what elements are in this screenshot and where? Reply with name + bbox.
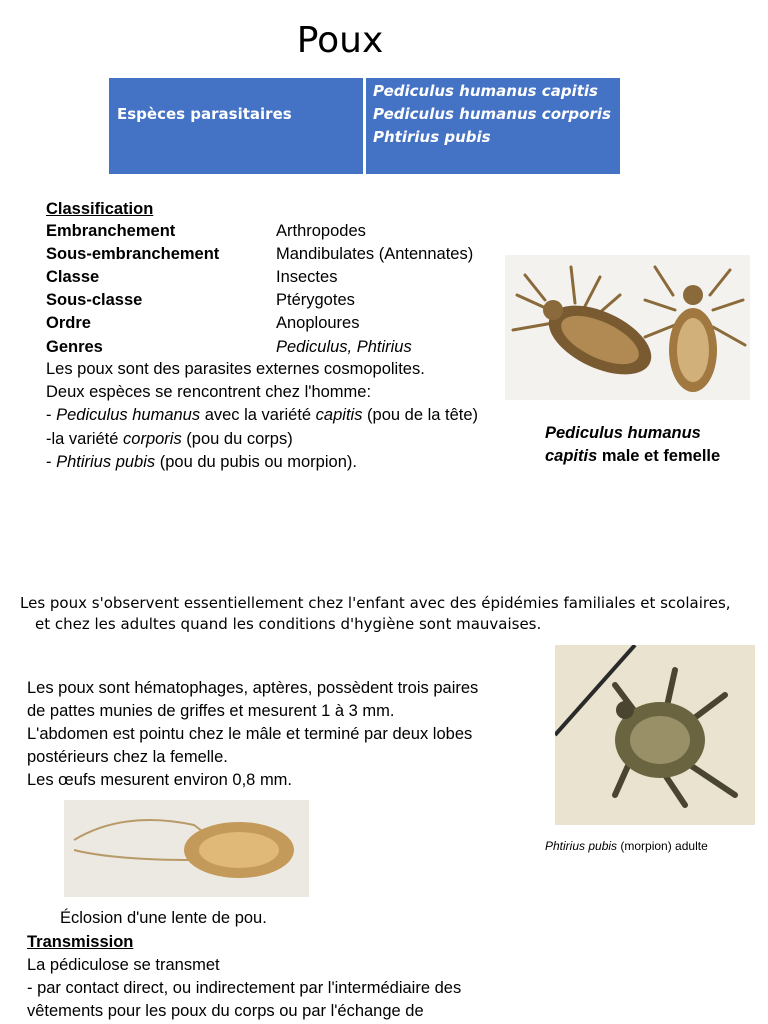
classification-value: Arthropodes <box>276 222 366 240</box>
classification-value: Anoploures <box>276 314 360 332</box>
classification-value: Ptérygotes <box>276 291 355 309</box>
transmission-line: La pédiculose se transmet <box>27 956 220 974</box>
species-item: Pediculus humanus corporis <box>373 105 611 123</box>
classification-label: Embranchement <box>46 222 176 240</box>
classification-label: Sous-embranchement <box>46 245 220 263</box>
transmission-line: vêtements pour les poux du corps ou par l'échange de <box>27 1002 424 1020</box>
classification-label: Ordre <box>46 314 91 332</box>
table-header-label: Espèces parasitaires <box>117 105 292 123</box>
nit-caption: Éclosion d'une lente de pou. <box>60 909 267 927</box>
species-item: Pediculus humanus capitis <box>373 82 598 100</box>
epidemiology-line: et chez les adultes quand les conditions d'hygiène sont mauvaises. <box>35 615 542 633</box>
epidemiology-line: Les poux s'observent essentiellement chez l'enfant avec des épidémies familiales et scolaires, <box>20 594 731 612</box>
morphology-line: postérieurs chez la femelle. <box>27 748 228 766</box>
morphology-line: Les poux sont hématophages, aptères, possèdent trois paires <box>27 679 479 697</box>
classification-label: Sous-classe <box>46 291 143 309</box>
intro-bullet: -la variété corporis (pou du corps) <box>46 430 293 448</box>
morphology-line: L'abdomen est pointu chez le mâle et terminé par deux lobes <box>27 725 473 743</box>
transmission-line: - par contact direct, ou indirectement par l'intermédiaire des <box>27 979 462 997</box>
intro-line: Deux espèces se rencontrent chez l'homme: <box>46 383 372 401</box>
pubic-louse-photo <box>555 645 755 825</box>
table-species-cell <box>366 78 620 174</box>
classification-value: Pediculus, Phtirius <box>276 338 412 356</box>
transmission-heading: Transmission <box>27 933 134 951</box>
classification-value: Insectes <box>276 268 338 286</box>
intro-line: Les poux sont des parasites externes cosmopolites. <box>46 360 425 378</box>
head-lice-photo <box>505 255 750 400</box>
nit-photo <box>64 800 309 897</box>
intro-bullet: - Pediculus humanus avec la variété capitis (pou de la tête) <box>46 406 479 424</box>
pubis-caption: Phtirius pubis (morpion) adulte <box>545 839 708 853</box>
classification-value: Mandibulates (Antennates) <box>276 245 474 263</box>
classification-label: Classe <box>46 268 100 286</box>
morphology-line: de pattes munies de griffes et mesurent 1 à 3 mm. <box>27 702 395 720</box>
species-item: Phtirius pubis <box>373 128 491 146</box>
lice-caption: Pediculus humanus capitis male et femelle <box>545 424 721 465</box>
table-header-cell <box>109 78 363 174</box>
morphology-line: Les œufs mesurent environ 0,8 mm. <box>27 771 293 789</box>
page-title: Poux <box>296 20 384 61</box>
intro-bullet: - Phtirius pubis (pou du pubis ou morpion). <box>46 453 357 471</box>
classification-heading: Classification <box>46 200 154 218</box>
classification-label: Genres <box>46 338 103 356</box>
